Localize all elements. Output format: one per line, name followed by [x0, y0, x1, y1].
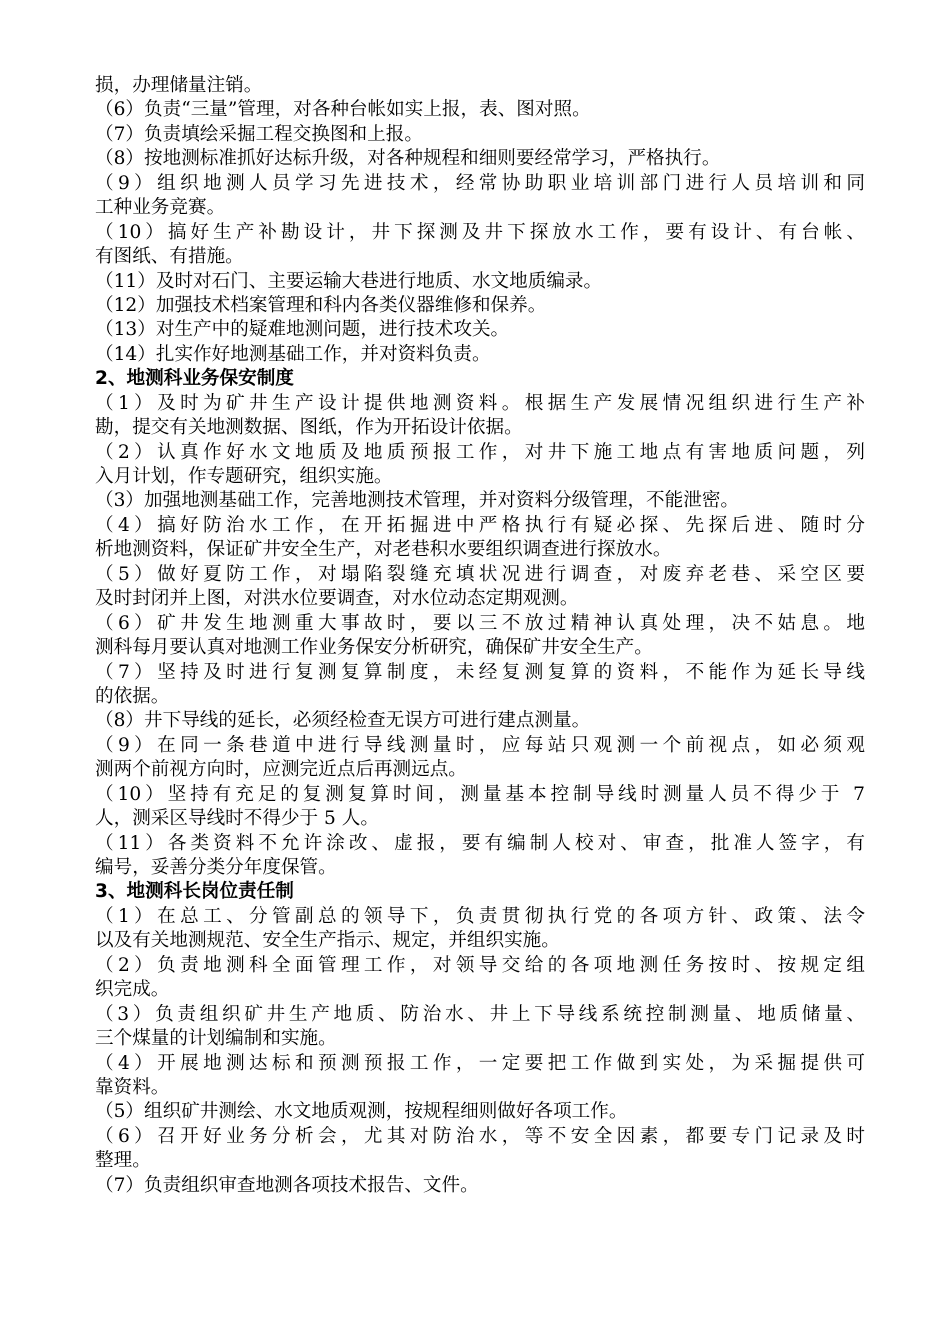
text-line: 入月计划，作专题研究，组织实施。	[95, 466, 393, 487]
text-line: （8）井下导线的延长，必须经检查无误方可进行建点测量。	[95, 710, 591, 732]
text-line: 靠资料。	[95, 1076, 170, 1098]
section-3-heading: 3、地测科长岗位责任制	[95, 881, 294, 903]
text-line: （11）及时对石门、主要运输大巷进行地质、水文地质编录。	[95, 270, 603, 292]
section-2-item-10	[95, 832, 865, 881]
section-3-item-2	[95, 1003, 865, 1052]
text-line: 整理。	[95, 1150, 151, 1172]
section-3-item-4	[95, 1100, 865, 1124]
section-2-item-7	[95, 709, 865, 733]
text-line: （9）在同一条巷道中进行导线测量时，应每站只观测一个前视点，如必须观	[95, 734, 865, 756]
item-list-top	[95, 98, 865, 367]
list-item-5	[95, 270, 865, 294]
text-line: 损，办理储量注销。	[95, 75, 263, 96]
section-2-item-4	[95, 563, 865, 612]
text-line: （3）加强地测基础工作，完善地测技术管理，并对资料分级管理，不能泄密。	[95, 490, 740, 512]
text-line: （12）加强技术档案管理和科内各类仪器维修和保养。	[95, 294, 547, 316]
list-item-6	[95, 294, 865, 318]
section-2-item-6	[95, 661, 865, 710]
list-item-4	[95, 221, 865, 270]
section-2-item-8	[95, 734, 865, 783]
list-item-8	[95, 343, 865, 367]
list-item-2	[95, 147, 865, 171]
text-line: （7）负责填绘采掘工程交换图和上报。	[95, 123, 423, 145]
text-line: （5）组织矿井测绘、水文地质观测，按规程细则做好各项工作。	[95, 1101, 628, 1123]
section-2-item-1	[95, 441, 865, 490]
text-line: （1）及时为矿井生产设计提供地测资料。根据生产发展情况组织进行生产补	[95, 392, 865, 414]
text-line: （2）负责地测科全面管理工作，对领导交给的各项地测任务按时、按规定组	[95, 954, 865, 976]
text-line: （6）矿井发生地测重大事故时，要以三不放过精神认真处理，决不姑息。地	[95, 612, 865, 634]
continuation-paragraph	[95, 74, 865, 98]
text-line: 三个煤量的计划编制和实施。	[95, 1028, 337, 1050]
text-line: （2）认真作好水文地质及地质预报工作，对井下施工地点有害地质问题，列	[95, 441, 865, 463]
text-line: （6）召开好业务分析会，尤其对防治水，等不安全因素，都要专门记录及时	[95, 1125, 865, 1147]
text-line: （13）对生产中的疑难地测问题，进行技术攻关。	[95, 319, 510, 341]
section-2-heading: 2、地测科业务保安制度	[95, 368, 294, 390]
text-line: 的依据。	[95, 685, 170, 707]
section-2-item-list	[95, 392, 865, 881]
text-line: （9）组织地测人员学习先进技术，经常协助职业培训部门进行人员培训和同	[95, 172, 865, 194]
section-3-item-3	[95, 1052, 865, 1101]
text-line: 编号，妥善分类分年度保管。	[95, 857, 337, 878]
section-2-item-9	[95, 783, 865, 832]
text-line: （8）按地测标准抓好达标升级，对各种规程和细则要经常学习，严格执行。	[95, 148, 721, 170]
section-2-item-5	[95, 612, 865, 661]
section-2-item-0	[95, 392, 865, 441]
text-line: （10）坚持有充足的复测复算时间，测量基本控制导线时测量人员不得少于 7	[95, 783, 865, 805]
section-3-item-list	[95, 905, 865, 1198]
text-line: 测两个前视方向时，应测完近点后再测远点。	[95, 759, 467, 781]
list-item-3	[95, 172, 865, 221]
text-line: 测科每月要认真对地测工作业务保安分析研究，确保矿井安全生产。	[95, 637, 653, 659]
text-line: 有图纸、有措施。	[95, 246, 244, 268]
text-line: （4）搞好防治水工作，在开拓掘进中严格执行有疑必探、先探后进、随时分	[95, 514, 865, 536]
list-item-1	[95, 123, 865, 147]
text-line: （3）负责组织矿井生产地质、防治水、井上下导线系统控制测量、地质储量、	[95, 1003, 865, 1025]
text-line: （6）负责“三量”管理，对各种台帐如实上报，表、图对照。	[95, 99, 591, 121]
text-line: （14）扎实作好地测基础工作，并对资料负责。	[95, 343, 491, 365]
section-3-item-1	[95, 954, 865, 1003]
text-line: （1）在总工、分管副总的领导下，负责贯彻执行党的各项方针、政策、法令	[95, 905, 865, 927]
list-item-0	[95, 98, 865, 122]
text-line: 人，测采区导线时不得少于 5 人。	[95, 808, 379, 830]
text-line: 析地测资料，保证矿井安全生产，对老巷积水要组织调查进行探放水。	[95, 539, 672, 561]
section-2-item-2	[95, 489, 865, 513]
text-line: （5）做好夏防工作，对塌陷裂缝充填状况进行调查，对废弃老巷、采空区要	[95, 563, 865, 585]
text-line: 勘，提交有关地测数据、图纸，作为开拓设计依据。	[95, 417, 523, 439]
section-2-item-3	[95, 514, 865, 563]
text-line: （7）负责组织审查地测各项技术报告、文件。	[95, 1174, 479, 1196]
text-line: （11）各类资料不允许涂改、虚报，要有编制人校对、审查，批准人签字，有	[95, 832, 865, 854]
list-item-7	[95, 318, 865, 342]
text-line: 以及有关地测规范、安全生产指示、规定，并组织实施。	[95, 930, 560, 952]
text-line: （10）搞好生产补勘设计，井下探测及井下探放水工作，要有设计、有台帐、	[95, 221, 865, 243]
text-line: 织完成。	[95, 979, 170, 1001]
document-page	[95, 74, 865, 1198]
section-3-item-0	[95, 905, 865, 954]
text-line: 工种业务竞赛。	[95, 197, 226, 219]
section-3-item-5	[95, 1125, 865, 1174]
text-line: （7）坚持及时进行复测复算制度，未经复测复算的资料，不能作为延长导线	[95, 661, 865, 683]
section-3-item-6	[95, 1174, 865, 1198]
text-line: （4）开展地测达标和预测预报工作，一定要把工作做到实处，为采掘提供可	[95, 1052, 865, 1074]
text-line: 及时封闭并上图，对洪水位要调查，对水位动态定期观测。	[95, 588, 579, 610]
